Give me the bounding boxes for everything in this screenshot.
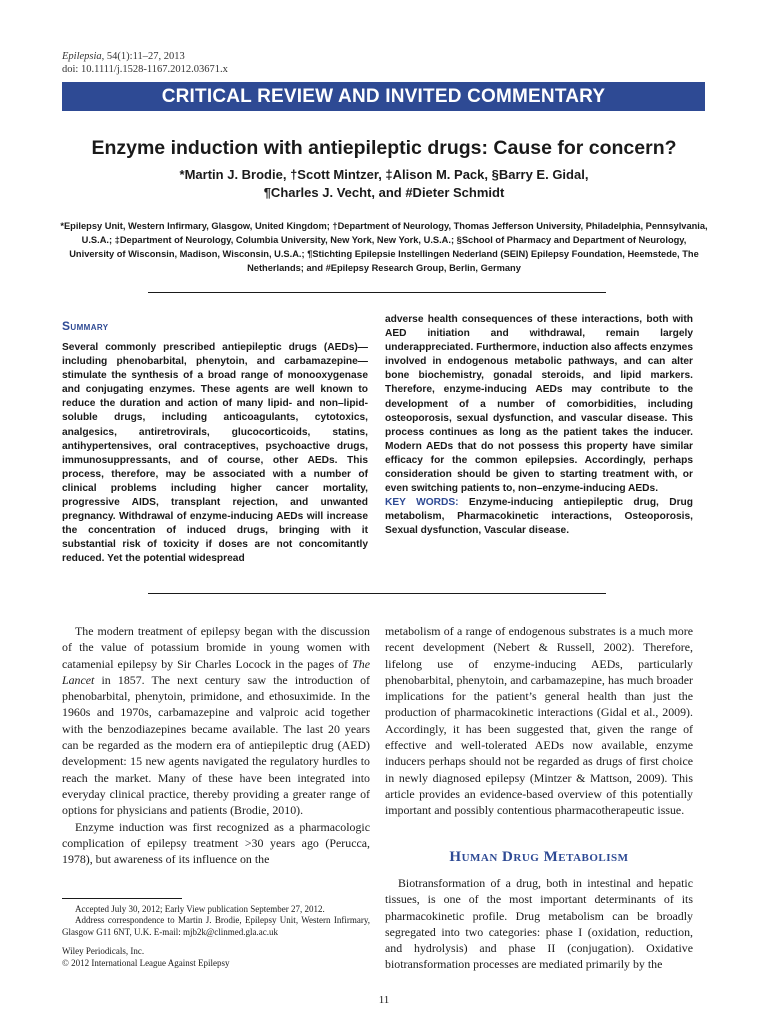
keywords-label: KEY WORDS: [385, 497, 459, 509]
footnotes [62, 904, 370, 969]
body-paragraph: metabolism of a range of endogenous substrates is a much more recent development (Nebert & Russell, 2002). Therefore, lifelong use of enzyme-inducing AEDs, particularly phenobarbital, phenytoin, and carbamazepine, has much broader implications for the patient’s general health than just the production of pharmacokinetic interactions (Gidal et al., 2009). Accordingly, it has been suggested that, given the range of effective and well-tolerated AEDs now available, enzyme inducers perhaps should not be regarded as drugs of first choice in newly diagnosed epilepsy (Mintzer & Mattson, 2009). This article provides an evidence-based overview of this potentially important and possibly contentious pharmacotherapeutic issue. [385, 624, 693, 818]
journal-citation-lancet: The Lancet [62, 656, 370, 687]
body-text: The modern treatment of epilepsy began with the discussion of the value of potassium bromide in young women with catamenial epilepsy by Sir Charles Locock in the pages of [62, 624, 370, 671]
footnote-publisher: Wiley Periodicals, Inc. [62, 946, 145, 957]
footnote-rule [62, 898, 182, 899]
journal-citation [62, 50, 228, 63]
author-list [40, 166, 728, 202]
author-line-2: ¶Charles J. Vecht, and #Dieter Schmidt [263, 185, 505, 200]
affiliations: *Epilepsy Unit, Western Infirmary, Glasgow, United Kingdom; †Department of Neurology, Thomas Jefferson University, Philadelphia, Pennsylvania, U.S.A.; ‡Department of Neurology, Columbia University, New York, New York, U.S.A.; §School of Pharmacy and Department of Neurology, University of Wisconsin, Madison, Wisconsin, U.S.A.; ¶Stichting Epilepsie Instellingen Nederland (SEIN) Epilepsy Foundation, Heemstede, The Netherlands; and #Epilepsy Research Group, Berlin, Germany [60, 221, 708, 273]
footnote-address: Address correspondence to Martin J. Brodie, Epilepsy Unit, Western Infirmary, Glasgow G11 6NT, U.K. E-mail: mjb2k@clinmed.gla.ac.uk [62, 915, 370, 937]
summary-heading: Summary [62, 319, 109, 333]
body-paragraph: Enzyme induction was first recognized as a pharmacologic complication of epilepsy treatment >30 years ago (Perucca, 1978), but awareness of its influence on the [62, 819, 370, 867]
summary-top-rule [148, 292, 606, 293]
body-column-right [385, 623, 693, 819]
body-column-left [62, 623, 370, 867]
summary-bottom-rule [148, 593, 606, 594]
article-title: Enzyme induction with antiepileptic drugs: Cause for concern? [91, 137, 677, 159]
journal-name: Epilepsia [62, 51, 102, 62]
footnote-copyright: © 2012 International League Against Epilepsy [62, 957, 230, 968]
journal-volume: , 54(1):11–27, 2013 [101, 51, 185, 62]
page-number: 11 [378, 994, 390, 1006]
summary-text-right [385, 313, 693, 539]
body-text: in 1857. The next century saw the introduction of phenobarbital, phenytoin, primidone, and ethosuximide. In the 1960s and 1970s, carbamazepine and valproic acid together with the benzodiazepines became available. The last 20 years can be regarded as the modern era of antiepileptic drug (AED) development: 15 new agents navigated the regulatory hurdles to reach the market. Many of these have been integrated into everyday clinical practice, thereby providing a greater range of options for physicians and patients (Brodie, 2010). [62, 672, 370, 818]
body-paragraph: Biotransformation of a drug, both in intestinal and hepatic tissues, is one of the most important determinants of its pharmacokinetic profile. Drug metabolism can be broadly segregated into two categories: phase I (oxidation, reduction, and hydrolysis) and phase II (conjugation). Oxidative biotransformation processes are mediated primarily by the [385, 876, 693, 972]
keywords-text: Enzyme-inducing antiepileptic drug, Drug metabolism, Pharmacokinetic interactions, Osteoporosis, Sexual dysfunction, Vascular disease. [385, 497, 693, 537]
summary-text-left: Several commonly prescribed antiepileptic drugs (AEDs)—including phenobarbital, phenytoin, and carbamazepine—stimulate the synthesis of a broad range of monooxygenase and conjugating enzymes. These agents are well known to reduce the duration and action of many lipid- and non–lipid-soluble drugs, including anticoagulants, cytotoxics, analgesics, antiretrovirals, glucocorticoids, statins, antihypertensives, oral contraceptives, psychoactive drugs, immunosuppressants, and of course, other AEDs. This process, therefore, may be associated with a number of clinical problems including higher cancer mortality, progressive AIDS, transplant rejection, and unwanted pregnancy. Withdrawal of enzyme-inducing AEDs will increase the concentration of induced drugs, bringing with it substantial risk of toxicity if doses are not concomitantly reduced. Yet the potential widespread [62, 342, 368, 565]
body-paragraph [62, 623, 370, 819]
summary-right-paragraph: adverse health consequences of these interactions, both with AED initiation and withdrawal, remain largely underappreciated. Furthermore, induction also affects enzymes involved in endogenous metabolic pathways, and can alter bone biochemistry, gonadal steroids, and lipid markers. Therefore, enzyme-inducing AEDs may contribute to the development of a number of comorbidities, including osteoporosis, sexual dysfunction, and vascular disease. This process continues as long as the patient takes the inducer. Modern AEDs that do not possess this property have similar efficacy for the common epilepsies. Accordingly, perhaps consideration should be given to starting treatment with, or even switching patients to, non–enzyme-inducing AEDs. [385, 314, 693, 495]
section-heading: Human Drug Metabolism [449, 849, 629, 865]
footnote-accepted: Accepted July 30, 2012; Early View publication September 27, 2012. [75, 904, 325, 914]
author-line-1: *Martin J. Brodie, †Scott Mintzer, ‡Alison M. Pack, §Barry E. Gidal, [179, 167, 589, 182]
doi-line: doi: 10.1111/j.1528-1167.2012.03671.x [62, 64, 228, 75]
section-banner: CRITICAL REVIEW AND INVITED COMMENTARY [62, 82, 705, 111]
body-column-right-lower [385, 875, 693, 973]
journal-reference [62, 50, 228, 76]
